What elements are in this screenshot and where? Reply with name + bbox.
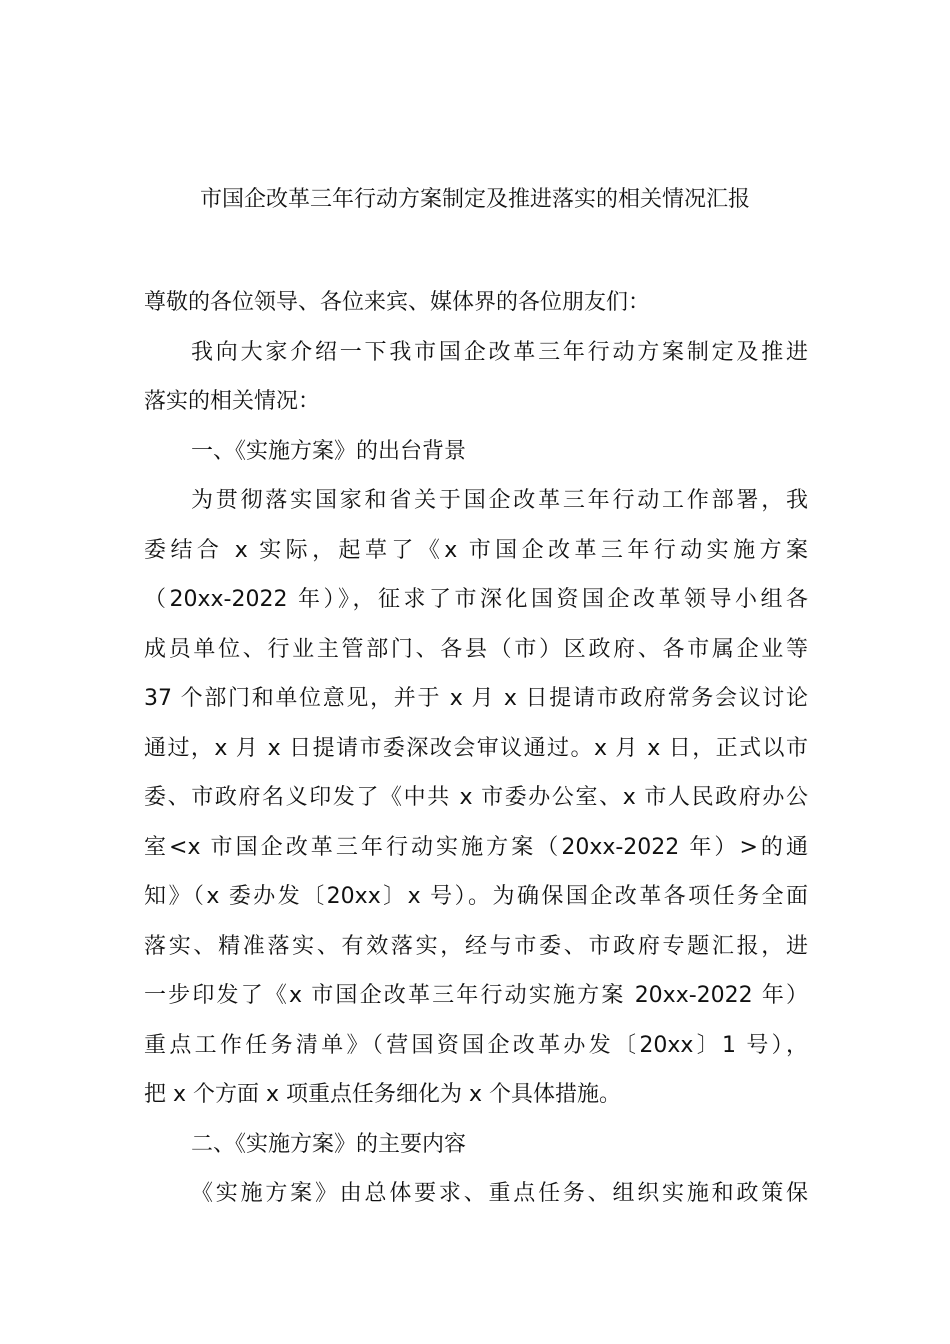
paragraph-line: 室<x 市国企改革三年行动实施方案（20xx-2022 年）>的通 bbox=[144, 834, 808, 860]
paragraph-line: 知》（x 委办发〔20xx〕x 号）。为确保国企改革各项任务全面 bbox=[144, 884, 808, 909]
paragraph-line: 落实、精准落实、有效落实，经与市委、市政府专题汇报，进 bbox=[144, 933, 808, 959]
salutation-line: 尊敬的各位领导、各位来宾、媒体界的各位朋友们： bbox=[144, 290, 651, 315]
document-body bbox=[144, 278, 808, 1219]
paragraph-line: 通过，x 月 x 日提请市委深改会审议通过。x 月 x 日，正式以市 bbox=[144, 735, 808, 761]
paragraph-line: 委、市政府名义印发了《中共 x 市委办公室、x 市人民政府办公 bbox=[144, 785, 808, 810]
paragraph-line: 把 x 个方面 x 项重点任务细化为 x 个具体措施。 bbox=[144, 1082, 622, 1107]
paragraph-line: 我向大家介绍一下我市国企改革三年行动方案制定及推进 bbox=[191, 339, 808, 365]
section-heading-2: 二、《实施方案》的主要内容 bbox=[191, 1131, 467, 1157]
paragraph-line: 为贯彻落实国家和省关于国企改革三年行动工作部署，我 bbox=[191, 488, 808, 513]
section-heading-1: 一、《实施方案》的出台背景 bbox=[191, 438, 467, 464]
paragraph-line: 委结合 x 实际，起草了《x 市国企改革三年行动实施方案 bbox=[144, 537, 808, 563]
paragraph-line: 落实的相关情况： bbox=[144, 389, 321, 414]
paragraph-line: 重点工作任务清单》（营国资国企改革办发〔20xx〕1 号）， bbox=[144, 1032, 808, 1058]
document-title: 市国企改革三年行动方案制定及推进落实的相关情况汇报 bbox=[199, 187, 750, 212]
paragraph-line: （20xx-2022 年）》，征求了市深化国资国企改革领导小组各 bbox=[144, 587, 808, 612]
paragraph-line: 成员单位、行业主管部门、各县（市）区政府、各市属企业等 bbox=[144, 636, 808, 662]
paragraph-line: 《实施方案》由总体要求、重点任务、组织实施和政策保 bbox=[191, 1181, 808, 1206]
paragraph-line: 一步印发了《x 市国企改革三年行动实施方案 20xx-2022 年） bbox=[144, 983, 808, 1008]
paragraph-line: 37 个部门和单位意见，并于 x 月 x 日提请市政府常务会议讨论 bbox=[144, 686, 808, 711]
